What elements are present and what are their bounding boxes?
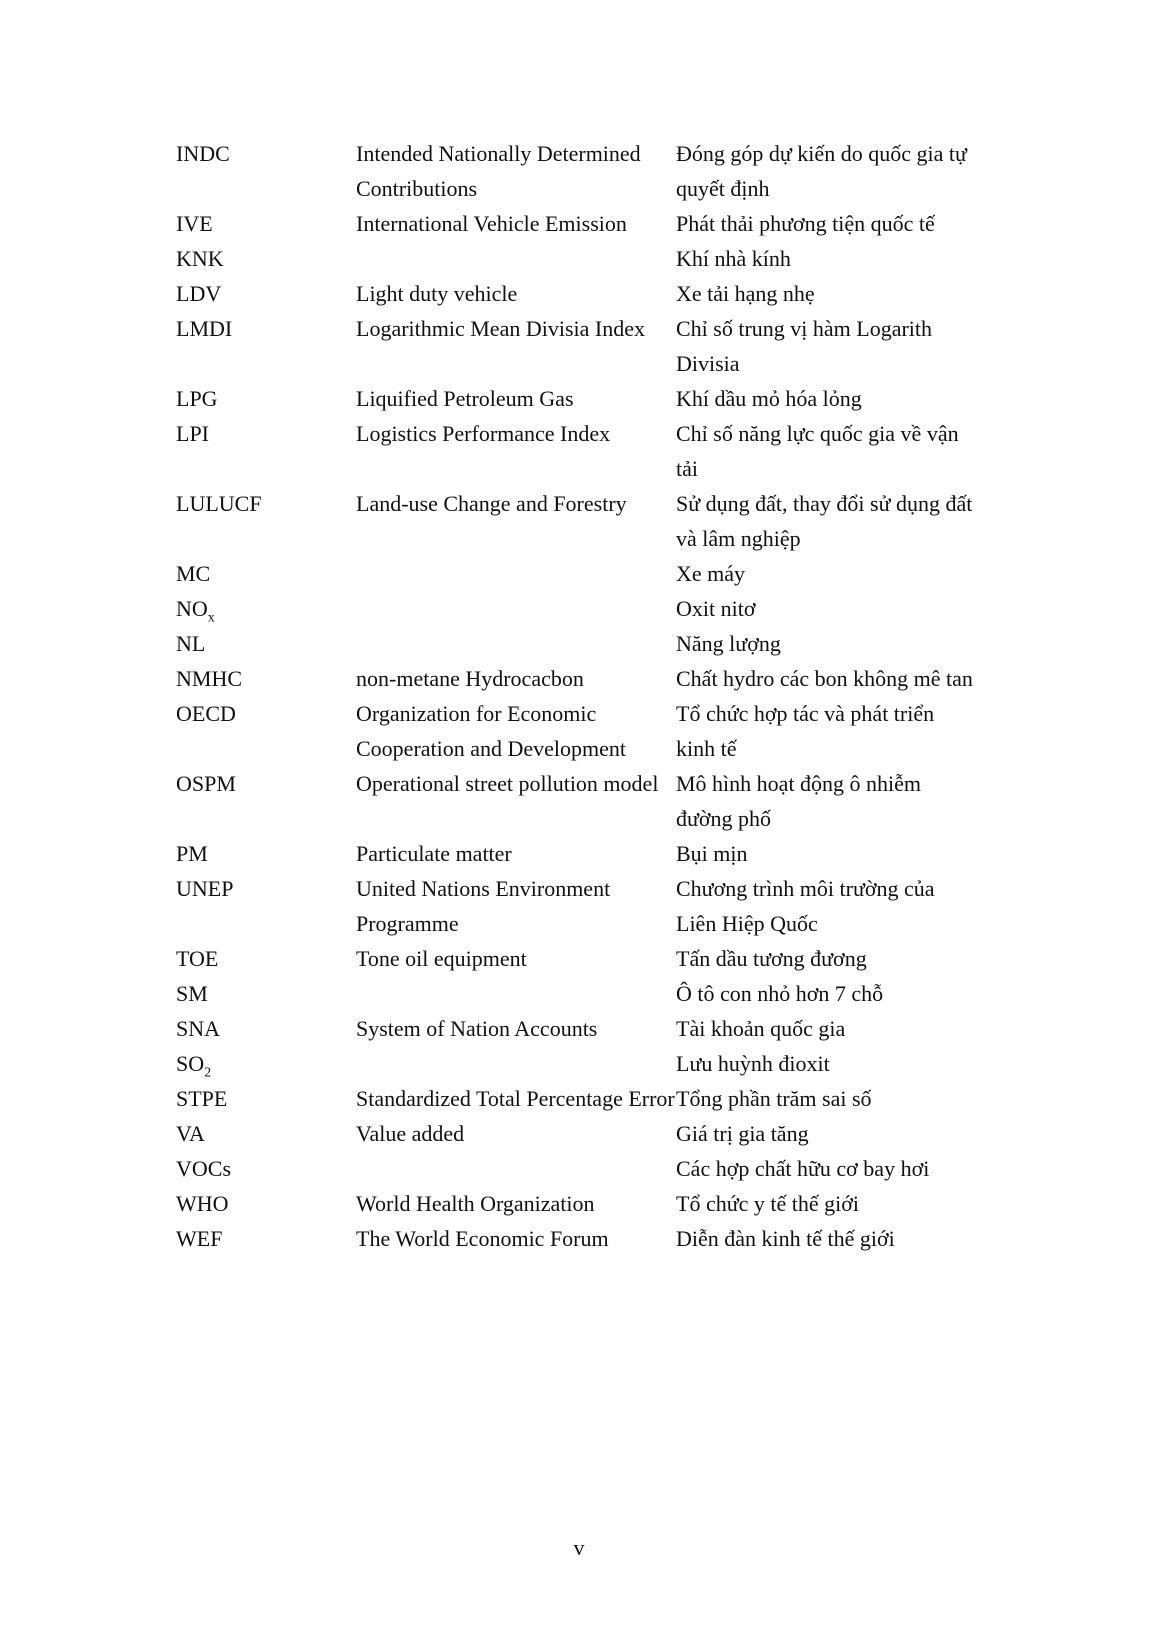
vietnamese-term-cell: Xe tải hạng nhẹ: [676, 281, 815, 306]
abbreviation-cell: [176, 1116, 356, 1151]
vietnamese-term-cell: Giá trị gia tăng: [676, 1121, 809, 1146]
english-term-cell: [356, 556, 676, 591]
abbreviation-cell: [176, 1046, 356, 1081]
abbreviation-cell: [176, 941, 356, 976]
abbreviation-text: LPG: [176, 386, 218, 411]
abbreviation-text: LULUCF: [176, 491, 262, 516]
abbreviation-table-body: [176, 136, 976, 1256]
abbreviation-text: VOCs: [176, 1156, 232, 1181]
abbreviation-cell: [176, 206, 356, 241]
table-row: [176, 1011, 976, 1046]
abbreviation-cell: [176, 591, 356, 626]
abbreviation-text: LMDI: [176, 316, 233, 341]
abbreviation-cell: [176, 836, 356, 871]
table-row: [176, 1186, 976, 1221]
table-row: [176, 661, 976, 696]
table-row: [176, 871, 976, 941]
english-term-cell: [356, 241, 676, 276]
abbreviation-text: TOE: [176, 946, 219, 971]
table-row: [176, 1046, 976, 1081]
table-row: [176, 766, 976, 836]
abbreviation-subscript: 2: [204, 1065, 212, 1081]
abbreviation-cell: [176, 311, 356, 381]
vietnamese-term-cell: Bụi mịn: [676, 841, 748, 866]
abbreviation-cell: [176, 486, 356, 556]
vietnamese-term-cell: Ô tô con nhỏ hơn 7 chỗ: [676, 981, 884, 1006]
abbreviation-text: VA: [176, 1121, 205, 1146]
abbreviation-cell: [176, 766, 356, 836]
table-row: [176, 1151, 976, 1186]
english-term-cell: The World Economic Forum: [356, 1226, 609, 1251]
english-term-cell: [356, 591, 676, 626]
table-row: [176, 241, 976, 276]
table-row: [176, 416, 976, 486]
english-term-cell: [356, 1151, 676, 1186]
table-row: [176, 486, 976, 556]
vietnamese-term-cell: Khí nhà kính: [676, 246, 791, 271]
english-term-cell: Light duty vehicle: [356, 281, 518, 306]
abbreviation-text: WEF: [176, 1226, 223, 1251]
vietnamese-term-cell: Các hợp chất hữu cơ bay hơi: [676, 1156, 930, 1181]
table-row: [176, 626, 976, 661]
table-row: [176, 1116, 976, 1151]
table-row: [176, 836, 976, 871]
abbreviation-text: SO: [176, 1051, 205, 1076]
abbreviation-text: NL: [176, 631, 206, 656]
abbreviation-cell: [176, 696, 356, 766]
table-row: [176, 381, 976, 416]
abbreviation-cell: [176, 556, 356, 591]
english-term-cell: Operational street pollution model: [356, 771, 659, 796]
abbreviation-text: INDC: [176, 141, 230, 166]
english-term-cell: International Vehicle Emission: [356, 211, 627, 236]
abbreviation-subscript: x: [207, 610, 215, 626]
abbreviation-cell: [176, 1011, 356, 1046]
vietnamese-term-cell: Xe máy: [676, 561, 746, 586]
vietnamese-term-cell: Chương trình môi trường của Liên Hiệp Quốc: [676, 876, 935, 936]
abbreviation-text: LDV: [176, 281, 222, 306]
english-term-cell: Logarithmic Mean Divisia Index: [356, 316, 645, 341]
english-term-cell: [356, 976, 676, 1011]
english-term-cell: non-metane Hydrocacbon: [356, 666, 584, 691]
abbreviation-text: WHO: [176, 1191, 229, 1216]
abbreviation-text: NO: [176, 596, 208, 621]
abbreviation-text: KNK: [176, 246, 224, 271]
vietnamese-term-cell: Tổ chức hợp tác và phát triển kinh tế: [676, 701, 935, 761]
vietnamese-term-cell: Sử dụng đất, thay đổi sử dụng đất và lâm nghiệp: [676, 491, 973, 551]
vietnamese-term-cell: Khí dầu mỏ hóa lỏng: [676, 386, 862, 411]
table-row: [176, 206, 976, 241]
vietnamese-term-cell: Lưu huỳnh đioxit: [676, 1051, 830, 1076]
english-term-cell: Value added: [356, 1121, 465, 1146]
vietnamese-term-cell: Tổng phần trăm sai số: [676, 1086, 872, 1111]
table-row: [176, 311, 976, 381]
english-term-cell: Land-use Change and Forestry: [356, 491, 627, 516]
abbreviation-cell: [176, 1186, 356, 1221]
table-row: [176, 696, 976, 766]
table-row: [176, 976, 976, 1011]
abbreviation-text: SNA: [176, 1016, 221, 1041]
abbreviation-cell: [176, 276, 356, 311]
english-term-cell: Particulate matter: [356, 841, 512, 866]
abbreviation-cell: [176, 1151, 356, 1186]
english-term-cell: Logistics Performance Index: [356, 421, 611, 446]
vietnamese-term-cell: Tổ chức y tế thế giới: [676, 1191, 860, 1216]
english-term-cell: Organization for Economic Cooperation and Development: [356, 701, 627, 761]
english-term-cell: [356, 626, 676, 661]
english-term-cell: Tone oil equipment: [356, 946, 527, 971]
abbreviation-text: OECD: [176, 701, 236, 726]
abbreviation-text: MC: [176, 561, 211, 586]
abbreviation-cell: [176, 976, 356, 1011]
abbreviation-cell: [176, 661, 356, 696]
table-row: [176, 1221, 976, 1256]
vietnamese-term-cell: Diễn đàn kinh tế thế giới: [676, 1226, 895, 1251]
vietnamese-term-cell: Phát thải phương tiện quốc tế: [676, 211, 935, 236]
abbreviation-text: UNEP: [176, 876, 234, 901]
abbreviation-text: STPE: [176, 1086, 228, 1111]
english-term-cell: System of Nation Accounts: [356, 1016, 598, 1041]
vietnamese-term-cell: Chất hydro các bon không mê tan: [676, 666, 973, 691]
abbreviation-cell: [176, 871, 356, 941]
vietnamese-term-cell: Đóng góp dự kiến do quốc gia tự quyết định: [676, 141, 967, 201]
table-row: [176, 591, 976, 626]
vietnamese-term-cell: Năng lượng: [676, 631, 781, 656]
english-term-cell: World Health Organization: [356, 1191, 595, 1216]
vietnamese-term-cell: Oxit nitơ: [676, 596, 756, 621]
english-term-cell: Standardized Total Percentage Error: [356, 1086, 675, 1111]
abbreviation-text: NMHC: [176, 666, 243, 691]
vietnamese-term-cell: Tấn dầu tương đương: [676, 946, 867, 971]
english-term-cell: [356, 1046, 676, 1081]
abbreviation-text: PM: [176, 841, 208, 866]
abbreviation-text: LPI: [176, 421, 209, 446]
abbreviation-text: SM: [176, 981, 208, 1006]
page-number: v: [573, 1535, 585, 1560]
vietnamese-term-cell: Mô hình hoạt động ô nhiễm đường phố: [676, 771, 922, 831]
table-row: [176, 1081, 976, 1116]
table-row: [176, 136, 976, 206]
abbreviation-table: [176, 136, 976, 1256]
english-term-cell: United Nations Environment Programme: [356, 876, 611, 936]
abbreviation-cell: [176, 416, 356, 486]
english-term-cell: Intended Nationally Determined Contributions: [356, 141, 641, 201]
abbreviation-cell: [176, 1081, 356, 1116]
abbreviation-cell: [176, 241, 356, 276]
vietnamese-term-cell: Chỉ số trung vị hàm Logarith Divisia: [676, 316, 933, 376]
table-row: [176, 556, 976, 591]
abbreviation-text: IVE: [176, 211, 213, 236]
abbreviation-text: OSPM: [176, 771, 236, 796]
abbreviation-cell: [176, 626, 356, 661]
table-row: [176, 941, 976, 976]
vietnamese-term-cell: Tài khoản quốc gia: [676, 1016, 846, 1041]
english-term-cell: Liquified Petroleum Gas: [356, 386, 574, 411]
vietnamese-term-cell: Chỉ số năng lực quốc gia về vận tải: [676, 421, 959, 481]
abbreviation-cell: [176, 136, 356, 206]
abbreviation-cell: [176, 1221, 356, 1256]
abbreviation-cell: [176, 381, 356, 416]
table-row: [176, 276, 976, 311]
